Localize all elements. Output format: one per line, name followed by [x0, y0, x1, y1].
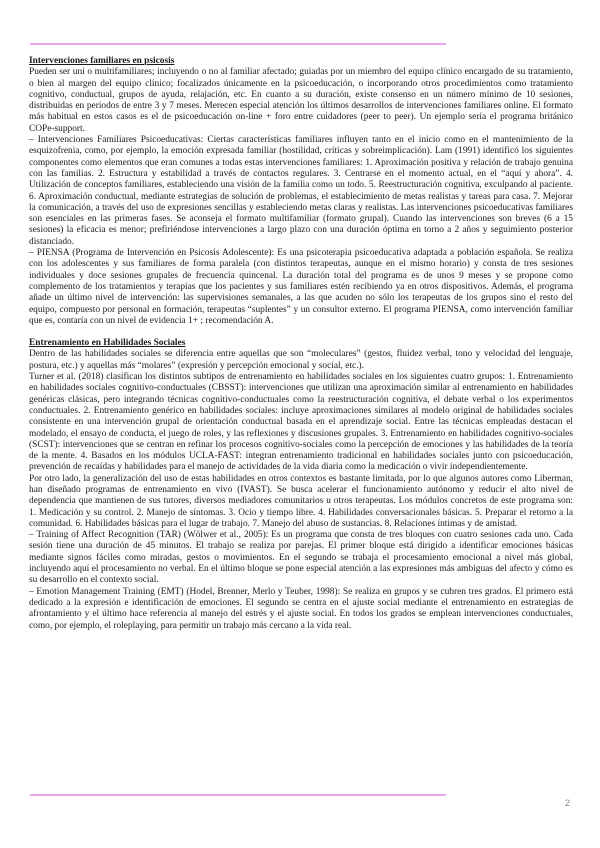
paragraph: – PIENSA (Programa de Intervención en Psicosis Adolescente): Es una psicoterapia psicoeducativa adaptada a población española. Se realiza con los adolescentes y sus familiares de forma paralela (con distintos terapeutas, aunque en el mismo horario) y consta de tres sesiones individuales y doce sesiones grupales de frecuencia quincenal. La duración total del programa es de unos 9 meses y se propone como complemento de los tratamientos y terapias que los pacientes y sus familiares estén recibiendo ya en otros dispositivos. Además, el programa añade un último nivel de intervención: las supervisiones semanales, a las que acuden no sólo los terapeutas de los grupos sino el resto del equipo, compuesto por personal en formación, terapeutas “suplentes” y un consultor externo. El programa PIENSA, como intervención familiar que es, contaría con un nivel de evidencia 1+ ; recomendación A. [29, 248, 573, 326]
paragraph: Pueden ser uni o multifamiliares; incluyendo o no al familiar afectado; guiadas por un miembro del equipo clínico encargado de su tratamiento, o bien al margen del equipo clínico; focalizados únicamente en la psicoeducación, o incorporando otros procedimientos como tratamiento cognitivo, conductual, grupos de ayuda, relajación, etc. En cuanto a su duración, existe consenso en un número mínimo de 10 sesiones, distribuidas en periodos de entre 3 y 7 meses. Merecen especial atención los últimos desarrollos de intervenciones familiares online. El formato más habitual en estos casos es el de psicoeducación on-line + foro entre cuidadores (peer to peer). Un ejemplo sería el programa británico COPe-support. [29, 67, 573, 134]
top-divider [30, 43, 446, 45]
section-title-family-interventions: Intervenciones familiares en psicosis [29, 56, 175, 66]
bottom-divider [30, 794, 446, 796]
paragraph: – Intervenciones Familiares Psicoeducativas: Ciertas características familiares influyen tanto en el inicio como en el mantenimiento de la esquizofrenia, como, por ejemplo, la emoción expresada familiar (hostilidad, críticas y sobreimplicación). Lam (1991) identificó los siguientes componentes como elementos que eran comunes a todas estas intervenciones familiares: 1. Aproximación positiva y relación de trabajo genuina con las familias. 2. Estructura y estabilidad a través de contactos regulares. 3. Centrarse en el momento actual, en el “aquí y ahora”. 4. Utilización de conceptos familiares, estableciendo una visión de la familia como un todo. 5. Reestructuración cognitiva, exculpando al paciente. 6. Aproximación conductual, mediante estrategias de solución de problemas, el establecimiento de metas realistas y tareas para casa. 7. Mejorar la comunicación, a través del uso de expresiones sencillas y estableciendo metas claras y realistas. Las intervenciones psicoeducativas familiares son esenciales en las primeras fases. Se aconseja el formato multifamiliar (formato grupal). Cuando las intervenciones son breves (6 a 15 sesiones) la eficacia es menor; prefiriéndose intervenciones a largo plazo con una duración óptima en torno a 2 años y seguimiento posterior distanciado. [29, 135, 573, 247]
paragraph: Dentro de las habilidades sociales se diferencia entre aquellas que son “moleculares” (gestos, fluidez verbal, tono y velocidad del lenguaje, postura, etc.) y aquellas más “molares” (expresión y percepción emocional y social, etc.). [29, 349, 573, 371]
paragraph: – Emotion Management Training (EMT) (Hodel, Brenner, Merlo y Teuber, 1998): Se realiza en grupos y se cubren tres grados. El primero está dedicado a la expresión e identificación de emociones. El segundo se centra en el ajuste social mediante el entrenamiento en estrategias de afrontamiento y el último hace referencia al manejo del estrés y el ajuste social. En todos los grados se emplean intervenciones conductuales, como, por ejemplo, el roleplaying, para permitir un trabajo más cercano a la vida real. [29, 586, 573, 631]
paragraph: – Training of Affect Recognition (TAR) (Wölwer et al., 2005): Es un programa que consta de tres bloques con cuatro sesiones cada uno. Cada sesión tiene una duración de 45 minutos. El trabajo se realiza por parejas. El primer bloque está dirigido a identificar emociones básicas mediante signos fáciles como miradas, gestos o movimientos. En el segundo se trabaja el procesamiento emocional a nivel más global, incluyendo aquí el procesamiento no verbal. En el último bloque se pone especial atención a las expresiones más ambiguas del afecto y cómo es su desarrollo en el contexto social. [29, 530, 573, 586]
paragraph: Turner et al. (2018) clasifican los distintos subtipos de entrenamiento en habilidades sociales en los siguientes cuatro grupos: 1. Entrenamiento en habilidades sociales cognitivo-conductuales (CBSST): intervenciones que utilizan una aproximación similar al entrenamiento en habilidades genéricas clásicas, pero integrando técnicas cognitivo-conductuales como la reestructuración cognitiva, el debate verbal o los experimentos conductuales. 2. Entrenamiento genérico en habilidades sociales: incluye aproximaciones similares al modelo original de habilidades sociales consistente en una intervención grupal de orientación conductual basada en el aprendizaje social. Entre las técnicas empleadas destacan el modelado, el ensayo de conducta, el juego de roles, y las reflexiones y discusiones grupales. 3. Entrenamiento en habilidades cognitivo-sociales (SCST): intervenciones que se centran en refinar los procesos cognitivo-sociales como la percepción de emociones y las habilidades de la teoría de la mente. 4. Basados en los módulos UCLA-FAST: integran entrenamiento tradicional en habilidades sociales junto con psicoeducación, prevención de recaídas y habilidades para el manejo de actividades de la vida diaria como la medicación o vivir independientemente. [29, 372, 573, 473]
paragraph: Por otro lado, la generalización del uso de estas habilidades en otros contextos es bastante limitada, por lo que algunos autores como Liberman, han diseñado programas de entrenamiento en vivo (IVAST). Se busca acelerar el funcionamiento autónomo y reducir el alto nivel de dependencia que mantienen de sus tutores, diversos mediadores comunitarios u otros terapeutas. Los módulos concretos de este programa son: 1. Medicación y su control. 2. Manejo de síntomas. 3. Ocio y tiempo libre. 4. Habilidades conversacionales básicas. 5. Preparar el retorno a la comunidad. 6. Habilidades básicas para el lugar de trabajo. 7. Manejo del abuso de sustancias. 8. Relaciones íntimas y de amistad. [29, 473, 573, 529]
section-title-social-skills: Entrenamiento en Habilidades Sociales [29, 338, 186, 349]
page-number: 2 [565, 798, 571, 808]
document-body [29, 56, 573, 632]
